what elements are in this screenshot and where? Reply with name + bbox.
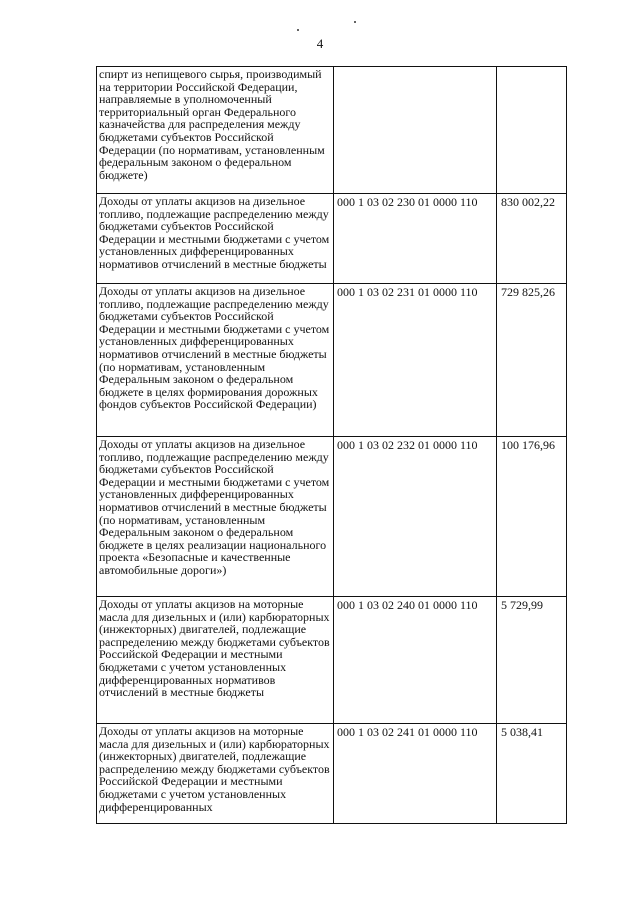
row-description: Доходы от уплаты акцизов на моторные масла для дизельных и (или) карбюраторных (инжекторных) двигателей, подлежащие распределению между бюджетами субъектов Российской Федерации и местными бюджетами с учетом установленных дифференцированных нормативов отчислений в местные бюджеты: [97, 597, 334, 724]
row-amount: 100 176,96: [497, 437, 567, 597]
row-description: Доходы от уплаты акцизов на дизельное топливо, подлежащие распределению между бюджетами субъектов Российской Федерации и местными бюджетами с учетом установленных дифференцированных нормативов отчислений в местные бюджеты (по нормативам, установленным Федеральным законом о федеральном бюджете в целях формирования дорожных фондов субъектов Российской Федерации): [97, 284, 334, 437]
row-description: Доходы от уплаты акцизов на дизельное топливо, подлежащие распределению между бюджетами субъектов Российской Федерации и местными бюджетами с учетом установленных дифференцированных нормативов отчислений в местные бюджеты (по нормативам, установленным Федеральным законом о федеральном бюджете в целях реализации национального проекта «Безопасные и качественные автомобильные дороги»): [97, 437, 334, 597]
scan-speck: [297, 29, 299, 31]
row-description: Доходы от уплаты акцизов на дизельное топливо, подлежащие распределению между бюджетами субъектов Российской Федерации и местными бюджетами с учетом установленных дифференцированных нормативов отчислений в местные бюджеты: [97, 194, 334, 284]
table-row: [97, 724, 567, 824]
row-description: Доходы от уплаты акцизов на моторные масла для дизельных и (или) карбюраторных (инжекторных) двигателей, подлежащие распределению между бюджетами субъектов Российской Федерации и местными бюджетами с учетом установленных дифференцированных: [97, 724, 334, 824]
row-amount: 5 729,99: [497, 597, 567, 724]
row-code: 000 1 03 02 241 01 0000 110: [334, 724, 497, 824]
row-code: 000 1 03 02 230 01 0000 110: [334, 194, 497, 284]
table-row: [97, 284, 567, 437]
row-code: [334, 67, 497, 194]
table-row: [97, 597, 567, 724]
row-code: 000 1 03 02 232 01 0000 110: [334, 437, 497, 597]
row-amount: 729 825,26: [497, 284, 567, 437]
row-amount: 5 038,41: [497, 724, 567, 824]
row-description: спирт из непищевого сырья, производимый на территории Российской Федерации, направляемые в уполномоченный территориальный орган Федерального казначейства для распределения между бюджетами субъектов Российской Федерации (по нормативам, установленным федеральным законом о федеральном бюджете): [97, 67, 334, 194]
row-amount: [497, 67, 567, 194]
revenue-table: [96, 66, 567, 824]
table-row: [97, 194, 567, 284]
page-number: 4: [316, 36, 324, 51]
scan-speck: [354, 21, 356, 23]
row-code: 000 1 03 02 240 01 0000 110: [334, 597, 497, 724]
table-row: [97, 437, 567, 597]
row-amount: 830 002,22: [497, 194, 567, 284]
row-code: 000 1 03 02 231 01 0000 110: [334, 284, 497, 437]
table-row: [97, 67, 567, 194]
